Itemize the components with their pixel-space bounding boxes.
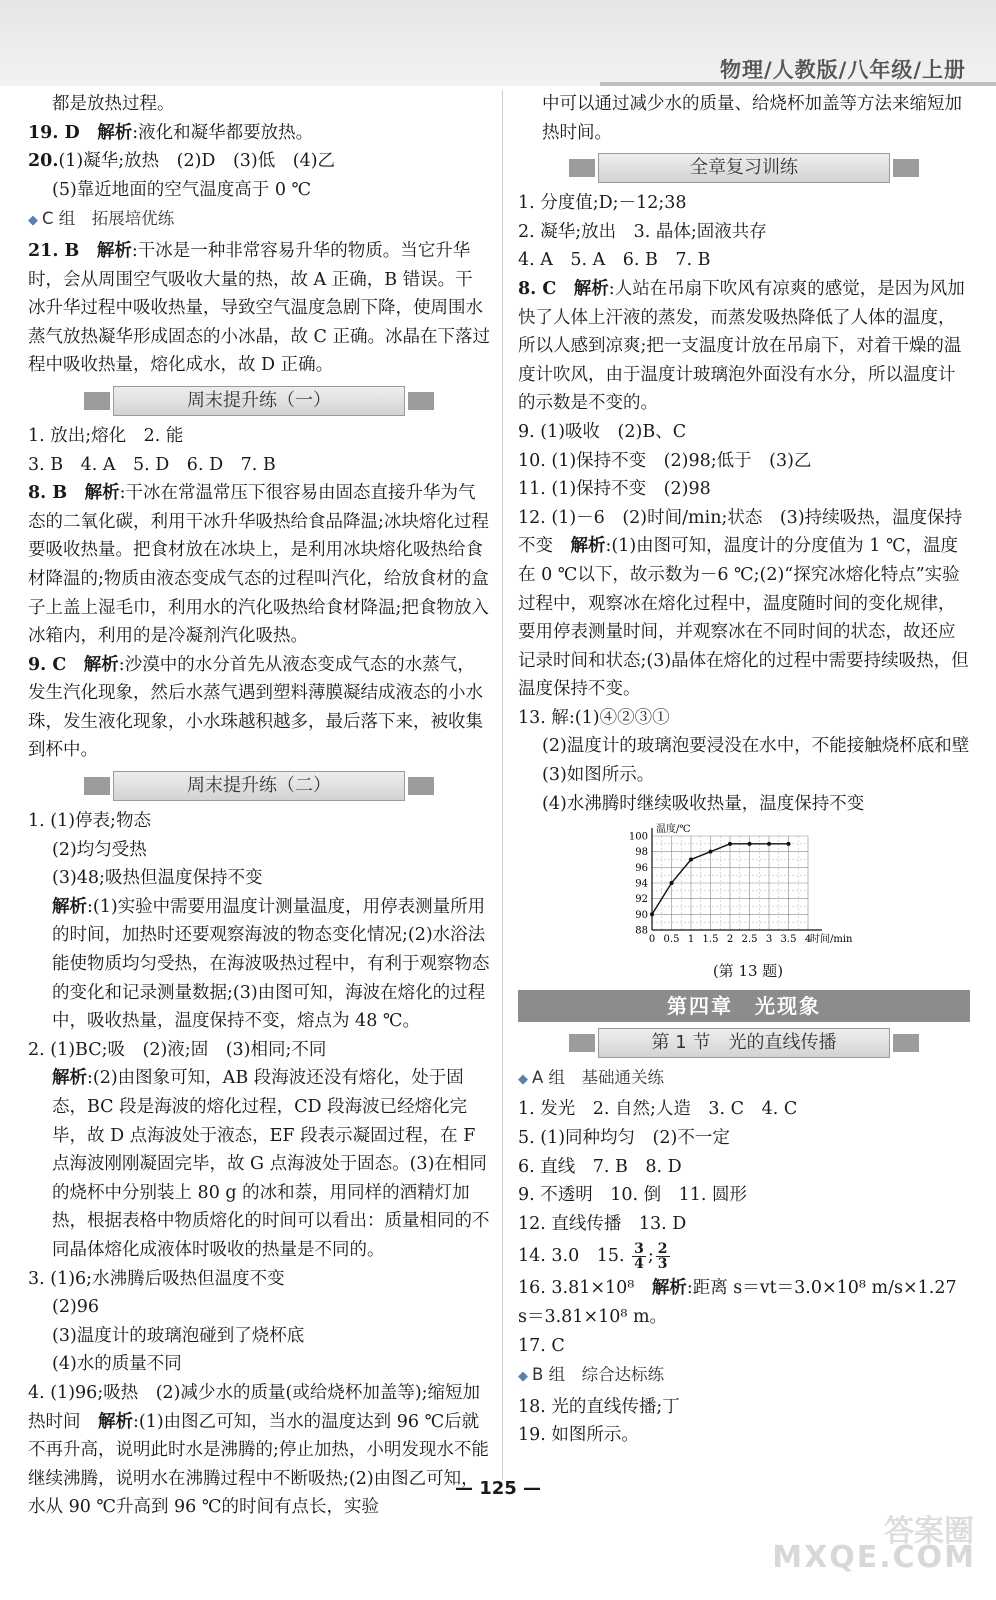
answer-line: 6. 直线 7. B 8. D [518,1156,682,1177]
answer-line: 13. 解:(1)④②③① [518,707,670,728]
x-tick-label: 1.5 [702,934,719,946]
figure-13 [618,820,878,982]
fraction: $\frac{2}{3}$ [657,1241,668,1273]
answer-8: 8. C 解析:人站在吊扇下吹风有凉爽的感觉，是因为风加快了人体上汗液的蒸发，而蒸发吸热降低了人体的温度，所以人感到凉爽;把一支温度计放在吊扇下，对着干燥的温度计吹风，由于温度计玻璃泡外面没有水分，所以温度计的示数是不变的。 [518,278,965,414]
header-stripe [600,82,996,86]
answer-20: 20.(1)凝华;放热 (2)D (3)低 (4)乙 [28,151,336,172]
y-tick-label: 88 [635,925,648,937]
section-banner-section-1: 第 1 节 光的直线传播 [598,1028,890,1058]
answer-line: 17. C [518,1335,565,1356]
page-number: — 125 — [454,1478,542,1499]
answer-line: (2)96 [52,1297,100,1318]
answer-line: 2. (1)BC;吸 (2)液;固 (3)相同;不同 [28,1039,327,1060]
temperature-chart [618,820,878,950]
answer-line: (4)水的质量不同 [52,1354,182,1375]
diamond-icon: ◆ [518,1369,528,1385]
series-line [652,844,789,915]
x-tick-label: 2 [726,934,734,946]
y-tick-label: 94 [635,878,648,890]
x-axis-label: 时间/min [810,934,853,946]
y-tick-label: 98 [635,847,648,859]
x-tick-label: 1 [687,934,695,946]
group-b-heading: ◆ B 组 综合达标练 [518,1365,665,1385]
y-tick-label: 92 [635,894,648,906]
answer-9: 9. C 解析:沙漠中的水分首先从液态变成气态的水蒸气，发生汽化现象，然后水蒸气遇到塑料薄膜凝结成液态的小水珠，发生液化现象，小水珠越积越多，最后落下来，被收集到杯中。 [28,654,483,761]
section-banner-weekend-1: 周末提升练（一） [113,386,405,416]
x-tick-label: 0 [648,934,656,946]
answer-12: 12. (1)－6 (2)时间/min;状态 (3)持续吸热，温度保持不变 解析:(1)由图可知，温度计的分度值为 1 ℃，温度在 0 ℃以下，故示数为－6 ℃;(2)“探究冰熔化特点”实验过程中，观察冰在熔化过程中，温度随时间的变化规律，要用停表测量时间，并观察冰在不同时间的状态，故还应记录时间和状态;(3)晶体在熔化的过程中需要持续吸热，但温度保持不变。 [518,507,969,700]
answer-line: 5. (1)同种均匀 (2)不一定 [518,1128,730,1149]
answer-20-5: (5)靠近地面的空气温度高于 0 ℃ [52,179,312,200]
answer-line: 9. 不透明 10. 倒 11. 圆形 [518,1185,748,1206]
x-tick-label: 3.5 [780,934,797,946]
data-point [650,913,654,917]
watermark-logo: 答案圈 [884,1514,974,1549]
answer-line: (3)48;吸热但温度保持不变 [52,868,263,889]
answer-line: 2. 凝华;放出 3. 晶体;固液共存 [518,221,767,242]
answer-line: 19. 如图所示。 [518,1425,639,1446]
answer-line: (4)水沸腾时继续吸收热量，温度保持不变 [542,793,865,814]
answer-line: 都是放热过程。 [52,94,175,114]
x-tick-label: 0.5 [663,934,680,946]
answer-line: 4. (1)96;吸热 (2)减少水的质量(或给烧杯加盖等);缩短加热时间 解析:(1)由图乙可知，当水的温度达到 96 ℃后就不再升高，说明此时水是沸腾的;停止加热，小明发现水不能继续沸腾，说明水在沸腾过程中不断吸热;(2)由图乙可知，水从 90 ℃升高到 96 ℃的时间有点长，实验 [28,1382,489,1518]
explanation: 解析:(1)实验中需要用温度计测量温度，用停表测量所用的时间，加热时还要观察海波的物态变化情况;(2)水浴法能使物质均匀受热，在海波吸热过程中，有利于观察物态的变化和记录测量数据;(3)由图可知，海波在熔化的过程中，吸收热量，温度保持不变，熔点为 48 ℃。 [52,896,490,1032]
header-title: 物理/人教版/八年级/上册 [719,58,966,82]
column-divider [502,90,503,1480]
answer-line: 10. (1)保持不变 (2)98;低于 (3)乙 [518,450,812,471]
answer-line: (3)如图所示。 [542,765,655,786]
answer-line: (3)温度计的玻璃泡碰到了烧杯底 [52,1325,305,1346]
answer-16: 16. 3.81×10⁸ 解析:距离 s＝vt＝3.0×10⁸ m/s×1.27 s＝3.81×10⁸ m。 [518,1278,957,1327]
answer-line: 4. A 5. A 6. B 7. B [518,250,711,271]
explanation: 解析:(2)由图象可知，AB 段海波还没有熔化，处于固态，BC 段是海波的熔化过程，CD 段海波已经熔化完毕，故 D 点海波处于液态，EF 段表示凝固过程，在 F 点海波刚刚凝固完毕，故 G 点海波处于固态。(3)在相同的烧杯中分别装上 80 g 的冰和萘，用同样的酒精灯加热，根据表格中物质熔化的时间可以看出：质量相同的不同晶体熔化成液体时吸收的热量是不同的。 [52,1068,490,1260]
group-a-heading: ◆ A 组 基础通关练 [518,1067,665,1087]
data-point [787,842,791,846]
answer-line: 1. (1)停表;物态 [28,811,151,832]
y-tick-label: 96 [635,863,648,875]
answer-line: 1. 放出;熔化 2. 能 [28,425,184,446]
answer-line: 11. (1)保持不变 (2)98 [518,479,711,500]
answer-line: (2)温度计的玻璃泡要浸没在水中，不能接触烧杯底和壁 [542,736,970,757]
chapter-heading: 第四章 光现象 [518,990,970,1022]
section-banner-weekend-2: 周末提升练（二） [113,771,405,801]
answer-line: 1. 发光 2. 自然;人造 3. C 4. C [518,1099,798,1120]
diamond-icon: ◆ [518,1071,528,1087]
answer-14-15: 14. 3.0 15. $\frac{3}{4}$ ; $\frac{2}{3}$ [518,1241,668,1273]
y-tick-label: 100 [628,831,648,843]
data-point [689,858,693,862]
section-banner-chapter-review: 全章复习训练 [598,153,890,183]
y-axis-label: 温度/℃ [656,824,691,836]
answer-21: 21. B 解析:干冰是一种非常容易升华的物质。当它升华时，会从周围空气吸收大量的热，故 A 正确，B 错误。干冰升华过程中吸收热量，导致空气温度急剧下降，使周围水蒸气放热凝华形成固态的小冰晶，故 C 正确。冰晶在下落过程中吸收热量，熔化成水，故 D 正确。 [28,240,491,376]
x-tick-label: 4 [804,934,812,946]
answer-8: 8. B 解析:干冰在常温常压下很容易由固态直接升华为气态的二氧化碳，利用干冰升华吸热给食品降温;冰块熔化过程要吸收热量。把食材放在冰块上，是利用冰块熔化吸热给食材降温的;物质由液态变成气态的过程叫汽化，给放食材的盒子上盖上湿毛巾，利用水的汽化吸热给食材降温;把食物放入冰箱内，利用的是冷凝剂汽化吸热。 [28,483,489,647]
figure-caption: (第 13 题) [712,961,784,980]
answer-line: (2)均匀受热 [52,839,147,860]
y-tick-label: 90 [635,910,648,922]
data-point [767,842,771,846]
answer-line: 18. 光的直线传播;丁 [518,1396,680,1417]
answer-line: 9. (1)吸收 (2)B、C [518,421,687,442]
answer-line: 1. 分度值;D;－12;38 [518,193,687,214]
x-tick-label: 2.5 [741,934,758,946]
diamond-icon: ◆ [28,213,38,229]
x-tick-label: 3 [765,934,773,946]
answer-line: 中可以通过减少水的质量、给烧杯加盖等方法来缩短加热时间。 [542,94,962,143]
fraction: $\frac{3}{4}$ [634,1241,644,1273]
group-c-heading: ◆ C 组 拓展培优练 [28,209,175,229]
data-point [670,881,674,885]
data-point [728,842,732,846]
answer-line: 3. B 4. A 5. D 6. D 7. B [28,454,276,475]
left-column [28,90,490,1522]
page-header [0,0,996,86]
answer-19: 19. D 解析:液化和凝华都要放热。 [28,122,314,143]
data-point [748,842,752,846]
watermark-url: MXQE.COM [772,1540,976,1575]
answer-line: 3. (1)6;水沸腾后吸热但温度不变 [28,1268,285,1289]
answer-line: 12. 直线传播 13. D [518,1213,687,1234]
right-column [518,90,970,1450]
data-point [709,850,713,854]
